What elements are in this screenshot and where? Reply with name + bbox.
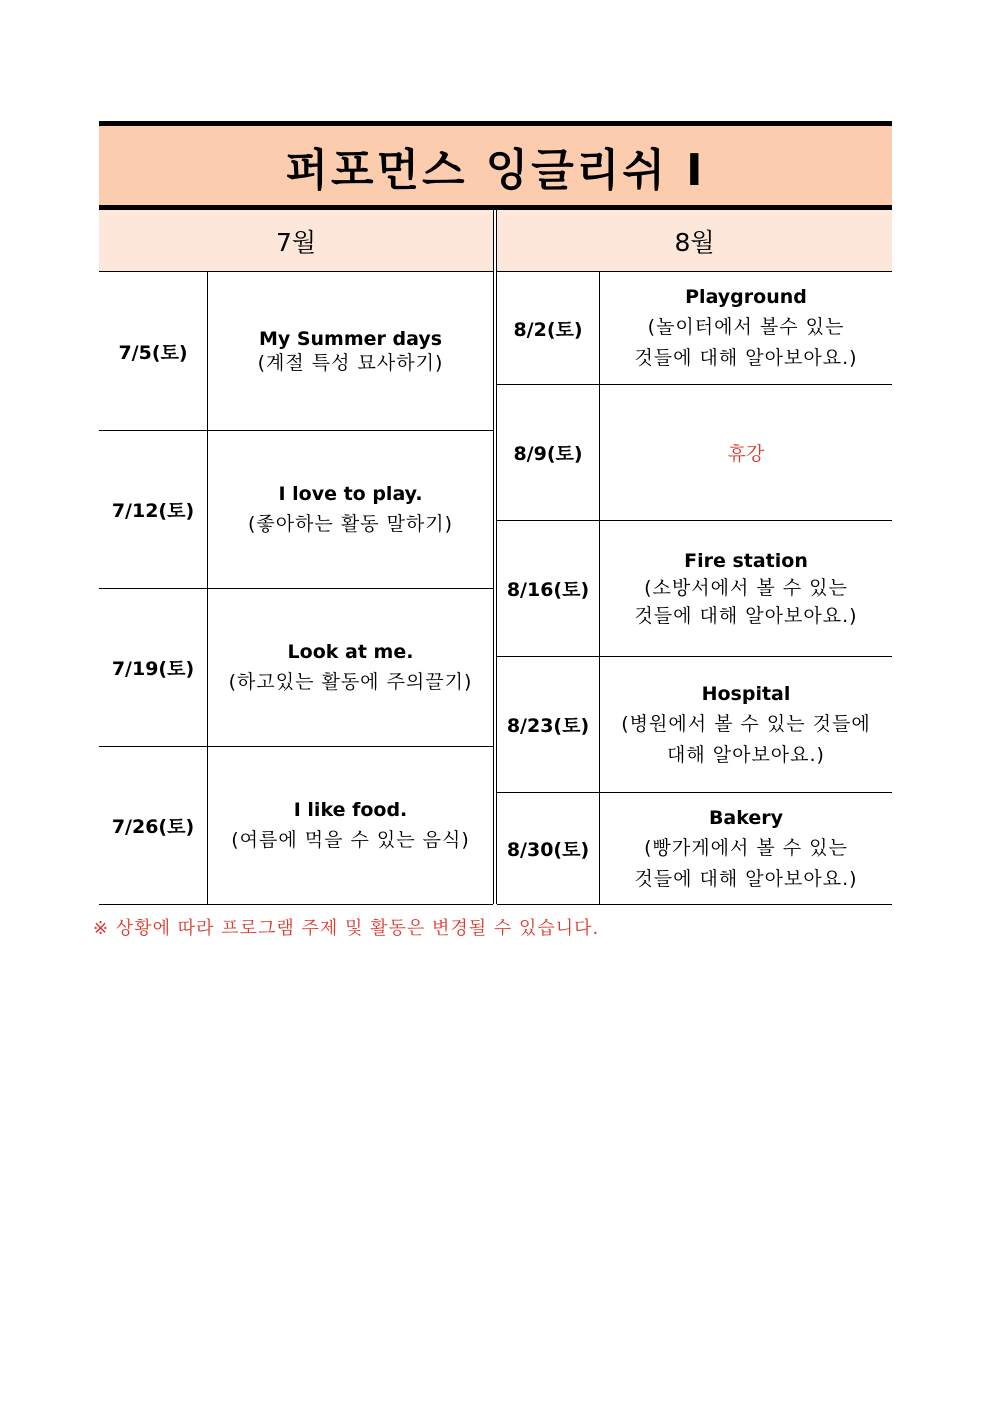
topic-description: 것들에 대해 알아보아요.) xyxy=(634,604,858,627)
august-date-cell: 8/9(토) xyxy=(513,443,583,465)
july-topic-cell xyxy=(208,431,493,588)
august-topic-cell xyxy=(600,657,892,792)
topic-description: (좋아하는 활동 말하기) xyxy=(247,513,454,535)
topic-title: Hospital xyxy=(701,682,791,705)
month-divider-left xyxy=(493,210,494,904)
july-date-cell: 7/26(토) xyxy=(111,816,195,838)
july-date-cell: 7/5(토) xyxy=(118,341,188,364)
july-date-cell: 7/19(토) xyxy=(111,658,195,680)
august-date-cell: 8/2(토) xyxy=(513,318,583,341)
topic-description: (소방서에서 볼 수 있는 xyxy=(644,576,848,599)
august-date-cell: 8/30(토) xyxy=(506,839,590,861)
august-date-cell: 8/23(토) xyxy=(506,715,590,737)
august-topic-cell xyxy=(600,385,892,520)
july-topic-cell xyxy=(208,589,493,746)
topic-title: Bakery xyxy=(708,806,784,829)
topic-description: (빵가게에서 볼 수 있는 xyxy=(644,836,848,859)
topic-description: 것들에 대해 알아보아요.) xyxy=(634,867,858,890)
month-header-august: 8월 xyxy=(497,210,892,272)
august-topic-cell xyxy=(600,272,892,384)
august-topic-cell xyxy=(600,521,892,656)
topic-title: Playground xyxy=(685,286,807,308)
july-date-cell: 7/12(토) xyxy=(111,500,195,522)
topic-description: (여름에 먹을 수 있는 음식) xyxy=(231,829,470,851)
topic-description: (계절 특성 묘사하기) xyxy=(257,352,444,374)
topic-title: I love to play. xyxy=(278,483,423,505)
schedule-title-bar xyxy=(99,121,892,210)
page-title: 퍼포먼스 잉글리쉬 I xyxy=(285,144,706,196)
july-table-bottom xyxy=(99,904,493,905)
topic-title: Look at me. xyxy=(287,641,414,663)
topic-description: (하고있는 활동에 주의끌기) xyxy=(228,671,473,693)
july-topic-cell xyxy=(208,747,493,904)
topic-title: Fire station xyxy=(684,549,808,572)
topic-description: 대해 알아보아요.) xyxy=(667,743,825,766)
topic-title: I like food. xyxy=(293,799,408,821)
month-header-july: 7월 xyxy=(99,210,493,272)
schedule-change-note: ※ 상황에 따라 프로그램 주제 및 활동은 변경될 수 있습니다. xyxy=(93,918,600,939)
topic-description: 것들에 대해 알아보아요.) xyxy=(634,347,858,369)
topic-description: (병원에서 볼 수 있는 것들에 xyxy=(621,712,871,735)
august-date-cell: 8/16(토) xyxy=(506,579,590,601)
topic-title: My Summer days xyxy=(258,328,443,350)
vacation-label: 휴강 xyxy=(727,443,765,465)
july-topic-cell xyxy=(208,272,493,430)
topic-description: (놀이터에서 볼수 있는 xyxy=(647,316,845,338)
august-topic-cell xyxy=(600,793,892,904)
august-table-bottom xyxy=(497,904,892,905)
